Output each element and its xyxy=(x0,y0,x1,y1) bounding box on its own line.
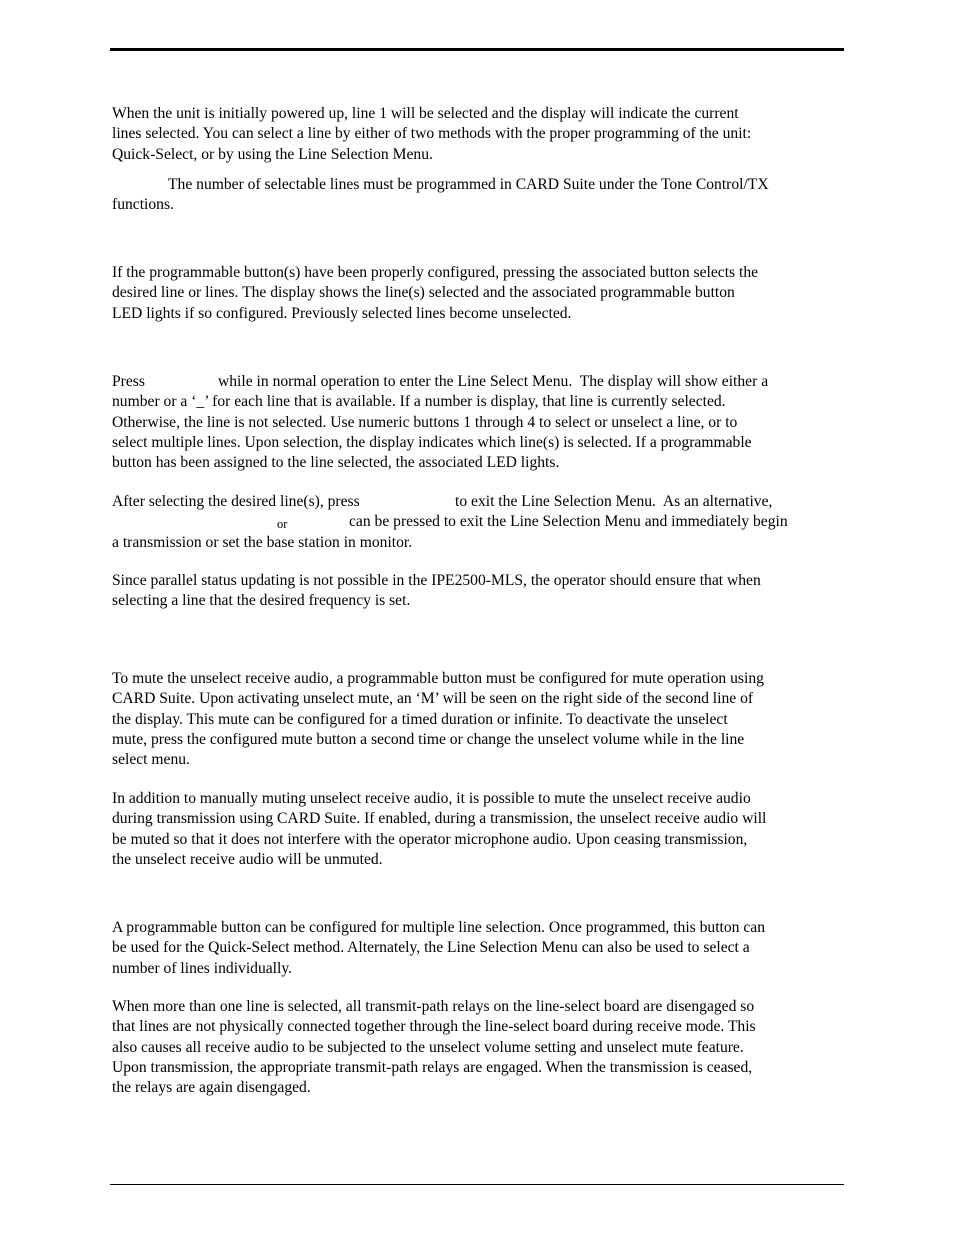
text-line: To mute the unselect receive audio, a programmable button must be configured for mute operation using xyxy=(112,670,764,687)
text-line: during transmission using CARD Suite. If enabled, during a transmission, the unselect receive audio will xyxy=(112,810,767,828)
text-line: the unselect receive audio will be unmuted. xyxy=(112,850,383,868)
paragraph-initial-powerup xyxy=(112,104,844,165)
text-segment: After selecting the desired line(s), press xyxy=(112,493,360,510)
paragraph-multiple-line-selection xyxy=(112,918,844,979)
text-line: Upon transmission, the appropriate transmit-path relays are engaged. When the transmission is ceased, xyxy=(112,1058,753,1076)
text-segment: to exit the Line Selection Menu. As an alternative, xyxy=(455,493,773,510)
text-line: the display. This mute can be configured for a timed duration or infinite. To deactivate the unselect xyxy=(112,710,728,728)
text-line: number of lines individually. xyxy=(112,959,293,977)
paragraph-line-select-menu xyxy=(112,372,844,473)
paragraph-relays xyxy=(112,997,844,1098)
text-line: Quick-Select, or by using the Line Selection Menu. xyxy=(112,145,433,163)
paragraph-mute-during-transmission xyxy=(112,789,844,870)
text-line: be used for the Quick-Select method. Alternately, the Line Selection Menu can also be used to select a xyxy=(112,939,750,957)
text-line: Otherwise, the line is not selected. Use numeric buttons 1 through 4 to select or unselect a line, or to xyxy=(112,413,738,431)
text-line: selecting a line that the desired frequency is set. xyxy=(112,592,411,610)
text-line: that lines are not physically connected together through the line-select board during receive mode. This xyxy=(112,1018,756,1036)
paragraph-parallel-status xyxy=(112,571,844,612)
text-line: lines selected. You can select a line by either of two methods with the proper programming of the unit: xyxy=(112,125,752,143)
paragraph-exit-menu xyxy=(112,492,844,553)
text-line: be muted so that it does not interfere with the operator microphone audio. Upon ceasing transmission, xyxy=(112,830,748,848)
header-rule xyxy=(110,48,844,51)
text-line: also causes all receive audio to be subjected to the unselect volume setting and unselect mute feature. xyxy=(112,1038,744,1056)
paragraph-quick-select xyxy=(112,263,844,324)
text-line: CARD Suite. Upon activating unselect mute, an ‘M’ will be seen on the right side of the second line of xyxy=(112,690,754,708)
text-line: button has been assigned to the line selected, the associated LED lights. xyxy=(112,454,560,472)
text-line: select multiple lines. Upon selection, the display indicates which line(s) is selected. If a programmable xyxy=(112,433,752,451)
paragraph-note-selectable-lines xyxy=(112,175,844,216)
text-segment: Press xyxy=(112,373,145,390)
text-line: In addition to manually muting unselect receive audio, it is possible to mute the unselect receive audio xyxy=(112,790,751,807)
text-line: When the unit is initially powered up, line 1 will be selected and the display will indicate the current xyxy=(112,105,739,122)
text-segment: while in normal operation to enter the Line Select Menu. The display will show either a xyxy=(218,373,769,390)
text-line: functions. xyxy=(112,196,174,214)
text-line: select menu. xyxy=(112,751,190,769)
text-line: If the programmable button(s) have been properly configured, pressing the associated button selects the xyxy=(112,264,759,281)
text-line: a transmission or set the base station in monitor. xyxy=(112,533,413,551)
text-segment: can be pressed to exit the Line Selection Menu and immediately begin xyxy=(349,513,788,531)
footer-rule xyxy=(110,1184,844,1185)
text-line: LED lights if so configured. Previously selected lines become unselected. xyxy=(112,304,572,322)
text-line: When more than one line is selected, all transmit-path relays on the line-select board are disengaged so xyxy=(112,998,755,1015)
paragraph-unselect-mute xyxy=(112,669,844,770)
text-line: the relays are again disengaged. xyxy=(112,1079,311,1097)
text-line: The number of selectable lines must be programmed in CARD Suite under the Tone Control/TX xyxy=(168,176,769,193)
text-line: A programmable button can be configured for multiple line selection. Once programmed, this button can xyxy=(112,919,766,936)
text-line: Since parallel status updating is not possible in the IPE2500-MLS, the operator should ensure that when xyxy=(112,572,761,589)
text-segment: or xyxy=(277,517,288,532)
text-line: number or a ‘_’ for each line that is available. If a number is display, that line is currently selected. xyxy=(112,393,726,411)
text-line: desired line or lines. The display shows the line(s) selected and the associated programmable button xyxy=(112,284,735,302)
text-line: mute, press the configured mute button a second time or change the unselect volume while in the line xyxy=(112,730,745,748)
